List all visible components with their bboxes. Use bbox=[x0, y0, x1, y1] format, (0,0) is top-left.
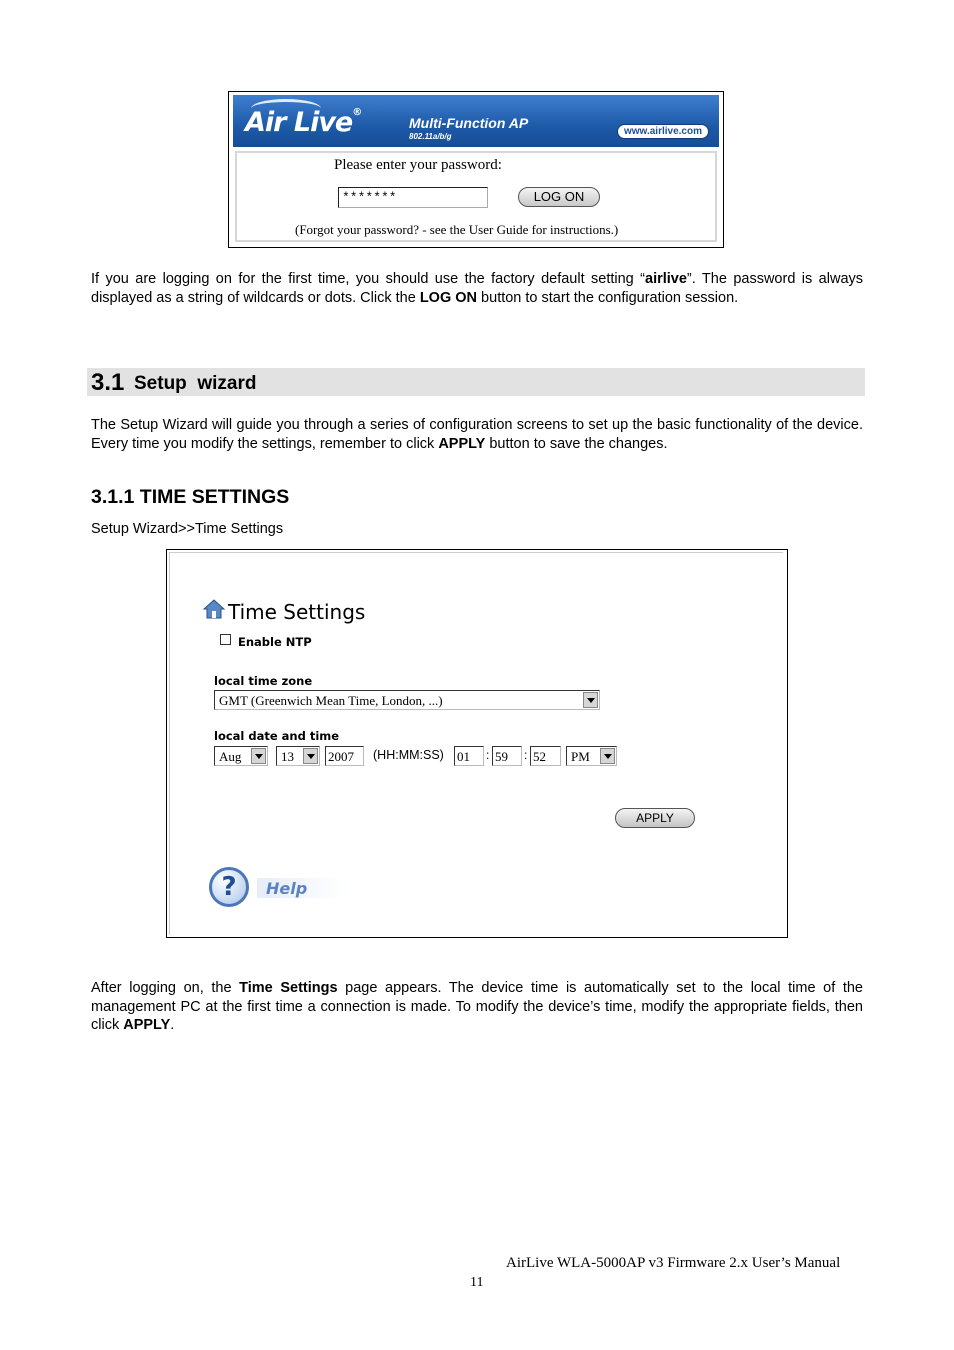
hour-input[interactable]: 01 bbox=[454, 746, 484, 766]
home-icon bbox=[203, 599, 225, 619]
time-separator: : bbox=[486, 748, 490, 762]
product-name: Multi-Function AP bbox=[409, 115, 529, 131]
apply-reference: APPLY bbox=[123, 1017, 171, 1033]
default-password: airlive bbox=[645, 271, 687, 287]
minute-input[interactable]: 59 bbox=[492, 746, 522, 766]
help-icon[interactable] bbox=[209, 867, 253, 911]
login-instructions-paragraph bbox=[91, 270, 863, 307]
registered-mark: ® bbox=[352, 107, 362, 118]
login-panel bbox=[235, 151, 717, 242]
help-question-glyph: ? bbox=[209, 867, 249, 907]
help-link[interactable]: Help bbox=[266, 879, 308, 898]
password-input[interactable]: ******* bbox=[338, 187, 488, 208]
chevron-down-icon[interactable] bbox=[303, 748, 318, 764]
airlive-logo bbox=[245, 107, 361, 138]
login-screenshot bbox=[228, 91, 724, 248]
time-settings-reference: Time Settings bbox=[239, 980, 338, 996]
para-text: button to start the configuration session. bbox=[477, 289, 739, 306]
forgot-password-hint: (Forgot your password? - see the User Guide for instructions.) bbox=[295, 222, 619, 237]
para-text: page appears. The device time is automatically set to the local time of the management PC at the first time a connection is made. To modify the device’s time, modify the appropriate fields, then click bbox=[91, 980, 864, 1033]
password-prompt: Please enter your password: bbox=[334, 157, 502, 173]
time-zone-select[interactable] bbox=[214, 690, 600, 710]
year-input[interactable]: 2007 bbox=[325, 746, 364, 766]
second-input[interactable]: 52 bbox=[530, 746, 561, 766]
time-settings-paragraph bbox=[91, 979, 863, 1035]
section-title: Setup wizard bbox=[134, 373, 257, 394]
para-text: The Setup Wizard will guide you through a series of configuration screens to set up the basic functionality of the device. Every time you modify the settings, remember to click bbox=[91, 417, 863, 452]
wireless-standard: 802.11a/b/g bbox=[409, 132, 452, 141]
apply-reference: APPLY bbox=[438, 435, 486, 452]
am-pm-select[interactable] bbox=[566, 746, 617, 766]
month-value: Aug bbox=[219, 749, 242, 764]
chevron-down-icon[interactable] bbox=[583, 692, 598, 708]
time-format-label: (HH:MM:SS) bbox=[373, 748, 444, 762]
section-number: 3.1 bbox=[91, 369, 125, 396]
day-value: 13 bbox=[281, 749, 294, 764]
time-settings-screenshot bbox=[166, 549, 788, 938]
enable-ntp-checkbox[interactable] bbox=[220, 634, 231, 645]
date-time-label: local date and time bbox=[214, 729, 340, 743]
chevron-down-icon[interactable] bbox=[251, 748, 266, 764]
time-zone-value: GMT (Greenwich Mean Time, London, ...) bbox=[219, 693, 443, 708]
para-text: If you are logging on for the first time, you should use the factory default setting “ bbox=[91, 271, 645, 287]
am-pm-value: PM bbox=[571, 749, 590, 764]
day-select[interactable] bbox=[276, 746, 320, 766]
subsection-title: 3.1.1 TIME SETTINGS bbox=[91, 486, 290, 508]
apply-button[interactable]: APPLY bbox=[615, 808, 695, 828]
chevron-down-icon[interactable] bbox=[600, 748, 615, 764]
time-settings-panel bbox=[169, 552, 783, 935]
para-text: ”. The password is always displayed as a string of wildcards or dots. Click the bbox=[91, 271, 864, 306]
setup-wizard-paragraph bbox=[91, 416, 863, 453]
month-select[interactable] bbox=[214, 746, 268, 766]
para-text: button to save the changes. bbox=[485, 435, 668, 452]
time-separator: : bbox=[524, 748, 528, 762]
log-on-reference: LOG ON bbox=[419, 289, 478, 306]
airlive-logo-text: Air Live bbox=[245, 107, 353, 138]
page-title: Time Settings bbox=[228, 600, 366, 624]
footer-manual-title: AirLive WLA-5000AP v3 Firmware 2.x User’s Manual bbox=[506, 1255, 841, 1271]
log-on-button[interactable]: LOG ON bbox=[518, 187, 600, 207]
airlive-banner bbox=[233, 95, 719, 147]
enable-ntp-label: Enable NTP bbox=[238, 635, 312, 649]
website-link[interactable]: www.airlive.com bbox=[617, 124, 709, 139]
para-text: After logging on, the bbox=[91, 980, 240, 996]
page-number: 11 bbox=[470, 1275, 484, 1290]
para-text: . bbox=[170, 1017, 175, 1033]
breadcrumb: Setup Wizard>>Time Settings bbox=[91, 521, 284, 537]
time-zone-label: local time zone bbox=[214, 674, 313, 688]
